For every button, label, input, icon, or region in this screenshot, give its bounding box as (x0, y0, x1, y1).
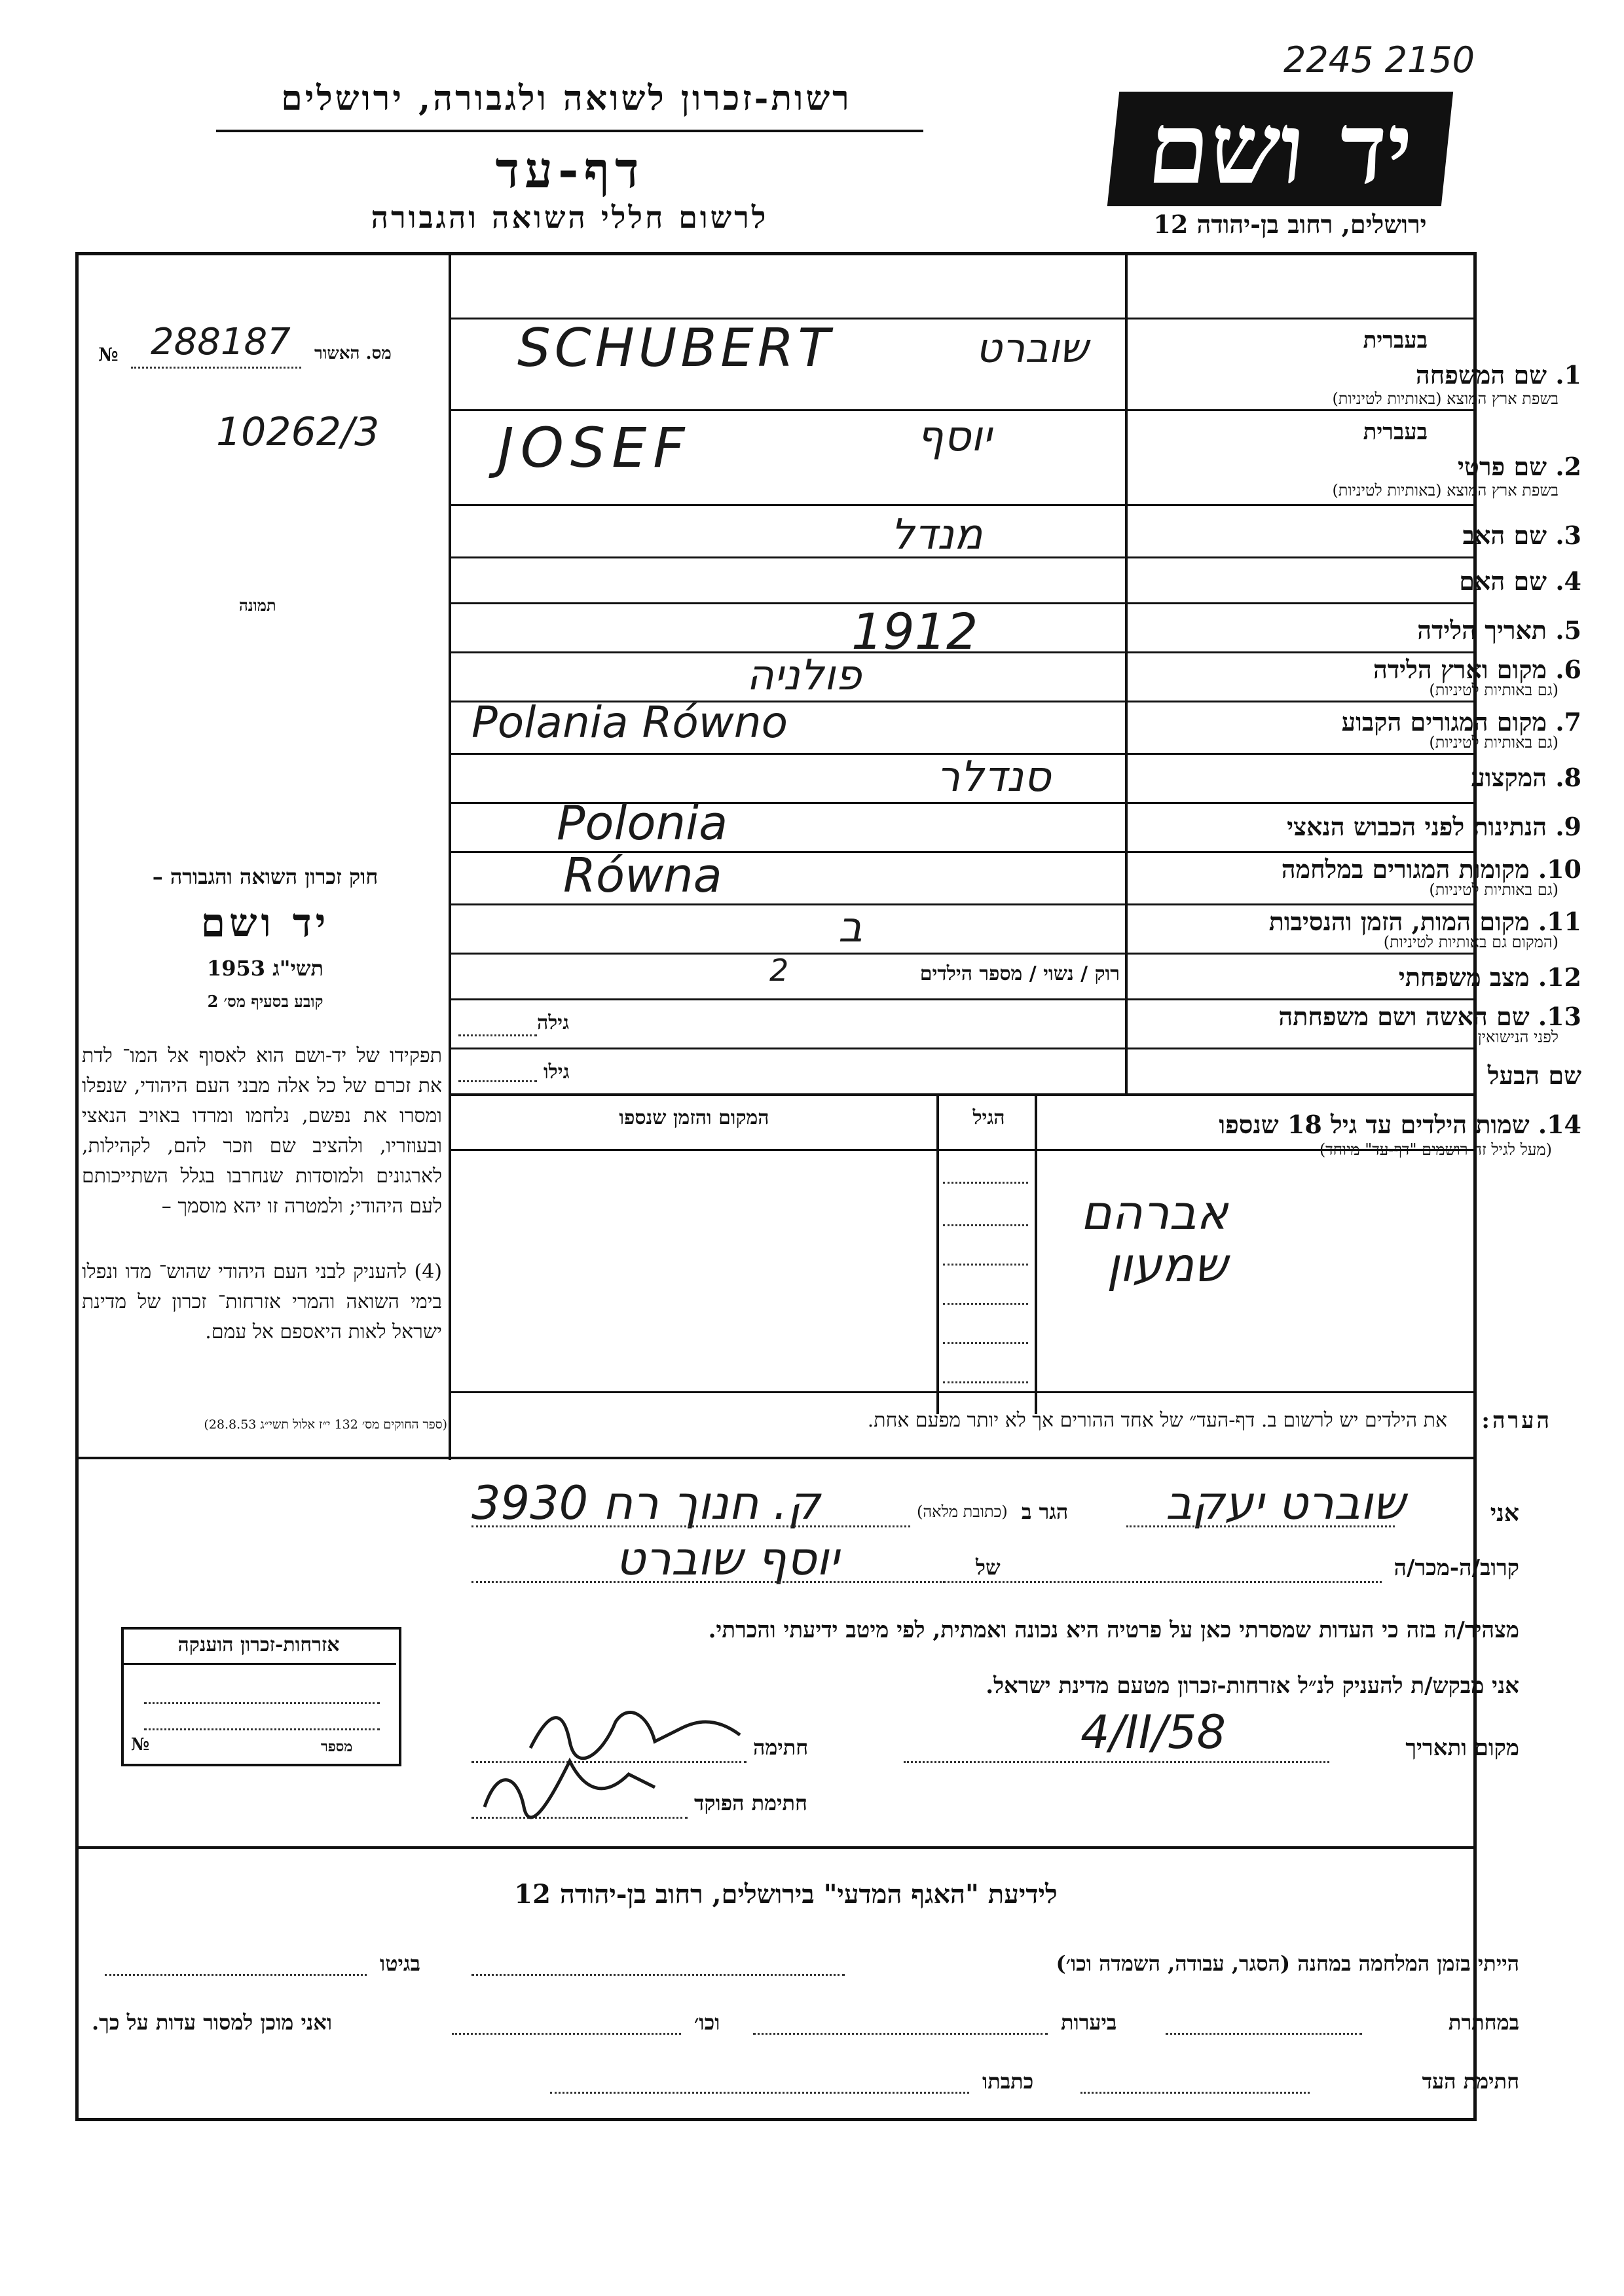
label-divider (1125, 252, 1128, 1093)
law-title: חוק זכרון השואה והגבורה – (152, 864, 378, 889)
field-2-sub: בשפת ארץ המוצא (באותיות לטיניות) (1332, 481, 1559, 500)
field-3-label: 3. שם האב (1462, 520, 1581, 550)
footer-line2-d: ואני מוכן למסור עדות על כך. (92, 2010, 333, 2035)
declaration-request: אני מבקש/ת להעניק לנ״ל אזרחות-זכרון מטעם מדינת ישראל. (986, 1673, 1519, 1699)
citizenship-line-1 (144, 1702, 380, 1704)
field-husband-age-label: גילו (544, 1061, 570, 1084)
relative-label: קרוב/ה-מכר/ה (1393, 1555, 1519, 1581)
place-date-value: 4/II/58 (1080, 1705, 1227, 1759)
field-2-label: 2. שם פרטי (1457, 452, 1581, 481)
footer-line2-c: וכו׳ (694, 2010, 720, 2035)
footer-line2-underground (1166, 2033, 1362, 2035)
field-13-age-label: גילה (537, 1011, 570, 1034)
field-2-value-latin: JOSEF (498, 416, 692, 480)
field-13-age-line (458, 1034, 537, 1036)
field-12-label: 12. מצב משפחתי (1398, 962, 1581, 992)
declarant-name: שוברט יעקב (1166, 1476, 1405, 1530)
footer-line3-a: חתימת העד (1422, 2069, 1519, 2094)
reference-number: 10262/3 (216, 409, 380, 455)
declaration-i-label: אני (1490, 1499, 1519, 1527)
children-age-line-2 (943, 1224, 1028, 1226)
field-4-label: 4. שם האם (1459, 566, 1581, 596)
field-6-sub: (גם באותיות לטיניות) (1429, 681, 1559, 699)
children-age-line-3 (943, 1264, 1028, 1266)
field-1-label: 1. שם המשפחה (1415, 360, 1581, 390)
footer-line2-etc (452, 2033, 681, 2035)
authority-name: רשות-זכרון לשואה ולגבורה, ירושלים (281, 79, 852, 118)
children-col-divider-2 (936, 1093, 939, 1414)
photo-label: תמונה (239, 596, 276, 615)
citizenship-number-sign: № (131, 1735, 150, 1755)
child-name-2: שמעון (1107, 1237, 1228, 1292)
approval-line (131, 367, 301, 369)
form-subtitle: לרשום חללי השואה והגבורה (371, 200, 769, 235)
officer-signature (471, 1748, 668, 1827)
footer-line3-signature (1080, 2092, 1310, 2094)
row-sep-14 (449, 1093, 1477, 1096)
field-1-sub: בשפת ארץ המוצא (באותיות לטיניות) (1332, 390, 1559, 408)
field-6-label: 6. מקום וארץ הלידה (1373, 655, 1581, 684)
row-sep-11 (449, 953, 1477, 955)
of-line (471, 1581, 969, 1583)
address: ירושלים, רחוב בן-יהודה 12 (1153, 210, 1427, 239)
place-date-line (904, 1761, 1329, 1763)
footer-line2-a: במחתרת (1448, 2010, 1519, 2035)
field-6-value: פולניה (747, 651, 862, 700)
field-7-value: Polania Równo (471, 697, 788, 748)
declaration-statement: מצהיר/ה בזה כי העדות שמסרתי כאן על פרטיה היא נכונה ואמתית, לפי מיטב ידיעתי והכרתי. (708, 1617, 1519, 1643)
law-source: (ספר החוקים מס׳ 132 י״ז אלול תשי״ג 28.8.53) (204, 1417, 447, 1432)
row-sep-13 (449, 1048, 1477, 1049)
citizenship-box-title: אזרחות-זכרון הוענקה (177, 1633, 340, 1656)
field-8-value: סנדלר (936, 753, 1051, 801)
field-5-label: 5. תאריך הלידה (1417, 615, 1581, 645)
note-text: את הילדים יש לרשום ב. דף-העד״ של אחד ההורים אך לא יותר מפעם אחת. (867, 1409, 1447, 1432)
field-8-label: 8. המקצוע (1471, 763, 1581, 792)
citizenship-line-2 (144, 1728, 380, 1730)
children-sub: (מעל לגיל זה רושמים "דף-עד" מיוחד) (1319, 1140, 1552, 1159)
declarant-line (1126, 1525, 1395, 1527)
citizenship-number-label: מספר (321, 1738, 353, 1755)
field-11-sub: (המקום גם באותיות לטיניות) (1383, 933, 1559, 951)
yad-vashem-logo: יד ושם (1107, 92, 1453, 206)
footer-top-rule (75, 1846, 1477, 1849)
note-label: הערה: (1481, 1408, 1552, 1434)
field-12-options: רוק / נשוי / מספר הילדים (919, 962, 1120, 985)
archive-number: 2245 2150 (1283, 39, 1475, 81)
child-name-1: אברהם (1080, 1185, 1228, 1240)
relative-line (943, 1581, 1382, 1583)
field-13-label: 13. שם האשה ושם משפחתה (1278, 1002, 1581, 1031)
field-1-value-hebrew: שוברט (976, 324, 1088, 372)
field-2-lang: בעברית (1363, 419, 1428, 445)
field-7-sub: (גם באותיות לטיניות) (1429, 733, 1559, 752)
of-label: של (976, 1555, 1001, 1580)
sidebar-divider (449, 252, 451, 1460)
footer-line1-camp (471, 1974, 845, 1976)
place-date-label: מקום ותאריך (1405, 1735, 1519, 1761)
field-husband-age-line (458, 1080, 537, 1082)
of-value: יוסף שוברט (616, 1532, 840, 1586)
field-9-label: 9. הנתינות לפני הכבוש הנאצי (1287, 812, 1581, 841)
field-husband-label: שם הבעל (1487, 1061, 1581, 1090)
field-11-value: ב (838, 903, 862, 952)
law-text-2: (4) להעניק לבני העם היהודי שהוש־ מדו ונפלו בימי השואה והמרי אזרחות־ זכרון של מדינת ישראל לאות היאספם אל עמם. (82, 1260, 442, 1343)
field-12-value: 2 (769, 953, 789, 988)
resident-label: הגר ב (1022, 1499, 1069, 1524)
footer-line3-address (550, 2092, 969, 2094)
field-10-value: Równa (563, 848, 722, 903)
field-1-value-latin: SCHUBERT (517, 318, 834, 378)
approval-label: מס. האשור (314, 344, 392, 363)
signature-label: חתימה (753, 1735, 809, 1760)
field-13-sub: לפני הנישואין (1477, 1028, 1559, 1046)
officer-label: חתימת הפוקד (694, 1791, 807, 1815)
row-sep-12 (449, 998, 1477, 1000)
field-1-lang: בעברית (1363, 327, 1428, 354)
field-2-value-hebrew: יוסף (917, 412, 992, 461)
field-5-value: 1912 (851, 602, 978, 661)
note-top-rule (449, 1391, 1477, 1393)
footer-title: לידיעת "האגף המדעי" בירושלים, רחוב בן-יהודה 12 (514, 1879, 1058, 1910)
form-title: דף-עד (495, 141, 644, 199)
footer-line1-a: הייתי בזמן המלחמה במחנה (הסגר, עבודה, השמדה וכו׳) (1056, 1951, 1519, 1976)
footer-line2-forests (753, 2033, 1048, 2035)
note-bottom-rule (75, 1457, 1477, 1459)
children-col-age: הגיל (972, 1106, 1005, 1129)
footer-line1-b: בגיטו (380, 1951, 420, 1976)
children-col-divider-1 (1035, 1093, 1037, 1414)
children-age-line-4 (943, 1303, 1028, 1305)
children-age-line-1 (943, 1182, 1028, 1184)
children-age-line-5 (943, 1342, 1028, 1344)
approval-sign: № (98, 344, 119, 365)
law-year: תשי"ג 1953 (207, 956, 323, 981)
citizenship-box-rule (124, 1663, 396, 1665)
children-label: 14. שמות הילדים עד גיל 18 שנספו (1219, 1110, 1581, 1139)
row-sep-2 (449, 504, 1477, 506)
footer-line3-b: כתבתו (982, 2069, 1034, 2094)
field-11-label: 11. מקום המות, הזמן והנסיבות (1268, 907, 1581, 936)
address-value: ק. חנוך רח 3930 (471, 1476, 821, 1530)
field-10-sub: (גם באותיות לטיניות) (1429, 881, 1559, 899)
row-sep-1 (449, 409, 1477, 411)
address-line (471, 1525, 910, 1527)
children-age-line-6 (943, 1381, 1028, 1383)
law-text-1: תפקידו של יד-ושם הוא לאסוף אל המו־ לדת את זכרם של כל אלה מבני העם היהודי, שנפלו ומסרו את נפשם, נלחמו ומרדו באויב הנאצי ובעוזריו, ולהציב שם וזכר להם, לקהילות, לארגונים ולמוסדות שנחרבו בגלל השתייכותם לעם היהודי; ולמטרה זו יהא מוסמך – (82, 1044, 442, 1218)
field-10-label: 10. מקומות המגורים במלחמה (1281, 854, 1581, 884)
law-section: קובע בסעיף מס׳ 2 (207, 992, 323, 1011)
children-col-place: המקום והזמן שנספו (619, 1106, 769, 1129)
row-sep-10 (449, 903, 1477, 905)
field-9-value: Polonia (557, 795, 728, 850)
address-hint: (כתובת מלאה) (917, 1503, 1008, 1521)
approval-number: 288187 (151, 321, 291, 363)
footer-line2-b: ביערות (1061, 2010, 1117, 2035)
field-7-label: 7. מקום המגורים הקבוע (1341, 707, 1581, 737)
law-name: יד ושם (200, 900, 330, 946)
footer-line1-ghetto (105, 1974, 367, 1976)
field-3-value: מנדל (891, 511, 983, 559)
header-underline (216, 130, 923, 132)
